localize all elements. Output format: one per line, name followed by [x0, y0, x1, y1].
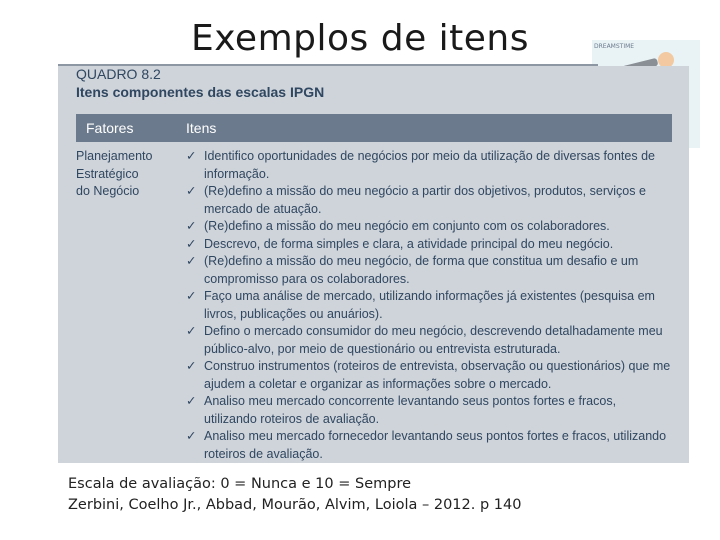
check-icon: ✓ [186, 429, 197, 443]
list-item [186, 253, 672, 288]
check-icon: ✓ [186, 236, 197, 251]
header-itens: Itens [186, 120, 217, 136]
factor-line: do Negócio [76, 184, 140, 198]
list-item [186, 358, 672, 393]
check-icon: ✓ [186, 184, 197, 198]
item-text: Descrevo, de forma simples e clara, a atividade principal do meu negócio. [204, 236, 614, 251]
list-item [186, 183, 672, 218]
item-text: Faço uma análise de mercado, utilizando informações já existentes (pesquisa em livros, publicações ou anuários). [204, 289, 655, 321]
list-item [186, 393, 672, 428]
item-text: (Re)defino a missão do meu negócio, de forma que constitua um desafio e um compromisso para os colaboradores. [204, 254, 639, 286]
check-icon: ✓ [186, 324, 197, 338]
factor-line: Estratégico [76, 166, 139, 181]
scale-note: Escala de avaliação: 0 = Nunca e 10 = Sempre [68, 476, 412, 492]
items-list [186, 148, 672, 463]
svg-text:DREAMSTIME: DREAMSTIME [594, 43, 635, 50]
factor-line: Planejamento [76, 149, 153, 163]
slide-title: Exemplos de itens [190, 18, 530, 59]
item-text: (Re)defino a missão do meu negócio a partir dos objetivos, produtos, serviços e mercado de atuação. [204, 184, 646, 216]
list-item [186, 218, 672, 236]
item-text: Defino o mercado consumidor do meu negócio, descrevendo detalhadamente meu público-alvo, por meio de questionário ou entrevista estruturada. [204, 324, 663, 356]
list-item [186, 148, 672, 183]
quadro-label: QUADRO 8.2 [76, 66, 161, 82]
quadro-title: Itens componentes das escalas IPGN [76, 84, 325, 100]
check-icon: ✓ [186, 254, 197, 268]
item-text: Construo instrumentos (roteiros de entrevista, observação ou questionários) que me ajudem a coletar e organizar as informações sobre o mercado. [204, 359, 671, 391]
check-icon: ✓ [186, 219, 197, 233]
factor-cell [76, 148, 176, 201]
list-item [186, 323, 672, 358]
item-text: Identifico oportunidades de negócios por meio da utilização de diversas fontes de informação. [204, 149, 655, 181]
check-icon: ✓ [186, 359, 197, 373]
slide-footer [68, 474, 521, 516]
check-icon: ✓ [186, 289, 197, 303]
list-item [186, 428, 672, 463]
header-fatores: Fatores [86, 120, 134, 136]
table-header [76, 114, 672, 142]
item-text: (Re)defino a missão do meu negócio em conjunto com os colaboradores. [204, 219, 610, 233]
item-text: Analiso meu mercado concorrente levantando seus pontos fortes e fracos, utilizando roteiros de avaliação. [204, 394, 617, 426]
citation: Zerbini, Coelho Jr., Abbad, Mourão, Alvim, Loiola – 2012. p 140 [68, 497, 522, 513]
check-icon: ✓ [186, 149, 197, 163]
item-text: Analiso meu mercado fornecedor levantando seus pontos fortes e fracos, utilizando roteiros de avaliação. [204, 429, 667, 461]
list-item [186, 288, 672, 323]
check-icon: ✓ [186, 394, 197, 408]
list-item [186, 236, 672, 254]
